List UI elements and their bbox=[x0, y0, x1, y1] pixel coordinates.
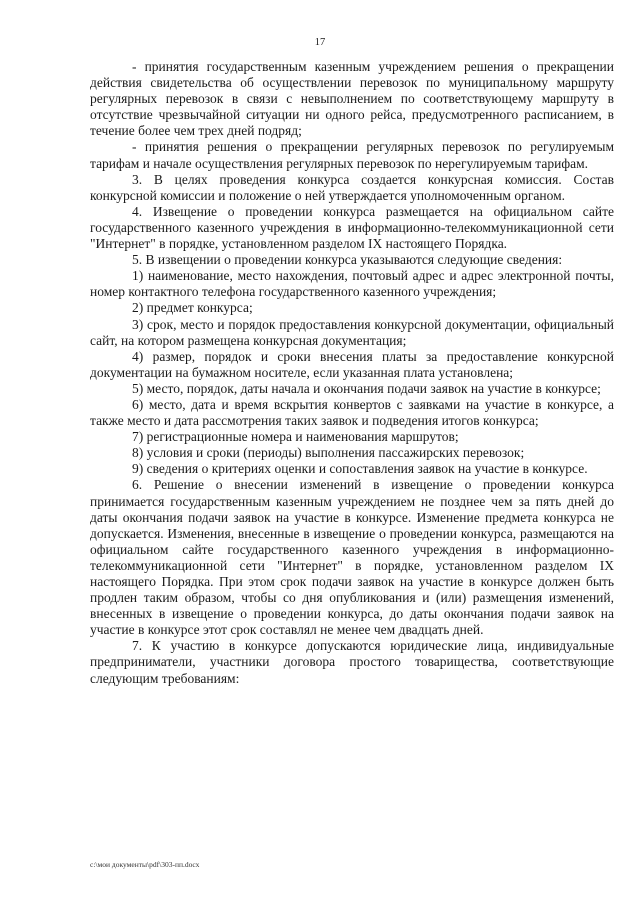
list-item-1: 1) наименование, место нахождения, почтовый адрес и адрес электронной почты, номер контактного телефона государственного казенного учреждения; bbox=[90, 268, 614, 300]
list-item-2: 2) предмет конкурса; bbox=[132, 300, 253, 316]
paragraph-4: 4. Извещение о проведении конкурса размещается на официальном сайте государственного казенного учреждения в информационно-телекоммуникационной сети "Интернет" в порядке, установленном разделом IX настоящего Порядка. bbox=[90, 203, 614, 252]
paragraph-6: 6. Решение о внесении изменений в извещение о проведении конкурса принимается государственным казенным учреждением не позднее чем за пять дней до даты окончания подачи заявок на участие в конкурсе. Изменение предмета конкурса не допускается. Изменения, внесенные в извещение о проведении конкурса, размещаются на официальном сайте государственного казенного учреждения в информационно-телекоммуникационной сети "Интернет" в порядке, установленном разделом IX настоящего Порядка. При этом срок подачи заявок на участие в конкурсе должен быть продлен таким образом, чтобы со дня опубликования и (или) размещения изменений, внесенных в извещение о проведении конкурса, до даты окончания подачи заявок на участие в конкурсе этот срок составлял не менее чем двадцать дней. bbox=[90, 477, 614, 638]
paragraph-dash-2: - принятия решения о прекращении регулярных перевозок по регулируемым тарифам и начале осуществления регулярных перевозок по нерегулируемым тарифам. bbox=[90, 139, 614, 171]
list-item-3: 3) срок, место и порядок предоставления конкурсной документации, официальный сайт, на котором размещена конкурсная документация; bbox=[90, 316, 614, 348]
list-item-6: 6) место, дата и время вскрытия конвертов с заявками на участие в конкурсе, а также место и дата рассмотрения таких заявок и подведения итогов конкурса; bbox=[90, 396, 614, 429]
list-item-4: 4) размер, порядок и сроки внесения платы за предоставление конкурсной документации на бумажном носителе, если указанная плата установлена; bbox=[90, 348, 614, 380]
document-body bbox=[90, 59, 614, 687]
list-item-8: 8) условия и сроки (периоды) выполнения пассажирских перевозок; bbox=[132, 445, 525, 461]
list-item-5: 5) место, порядок, даты начала и окончания подачи заявок на участие в конкурсе; bbox=[132, 380, 601, 396]
page-number: 17 bbox=[314, 37, 326, 48]
list-item-7: 7) регистрационные номера и наименования маршрутов; bbox=[132, 429, 459, 445]
paragraph-dash-1: - принятия государственным казенным учреждением решения о прекращении действия свидетельства об осуществлении перевозок по муниципальному маршруту регулярных перевозок в связи с невыполнением по соответствующему маршруту в отсутствие чрезвычайной ситуации ни одного рейса, предусмотренного расписанием, в течение более чем трех дней подряд; bbox=[90, 59, 614, 139]
paragraph-5: 5. В извещении о проведении конкурса указываются следующие сведения: bbox=[132, 252, 563, 268]
paragraph-3: 3. В целях проведения конкурса создается конкурсная комиссия. Состав конкурсной комиссии и положение о ней утверждается уполномоченным органом. bbox=[90, 171, 614, 203]
footer-file-path: c:\мои документы\pdf\303-пп.docx bbox=[90, 860, 200, 869]
list-item-9: 9) сведения о критериях оценки и сопоставления заявок на участие в конкурсе. bbox=[132, 461, 588, 477]
paragraph-7: 7. К участию в конкурсе допускаются юридические лица, индивидуальные предприниматели, участники договора простого товарищества, соответствующие следующим требованиям: bbox=[90, 638, 614, 686]
